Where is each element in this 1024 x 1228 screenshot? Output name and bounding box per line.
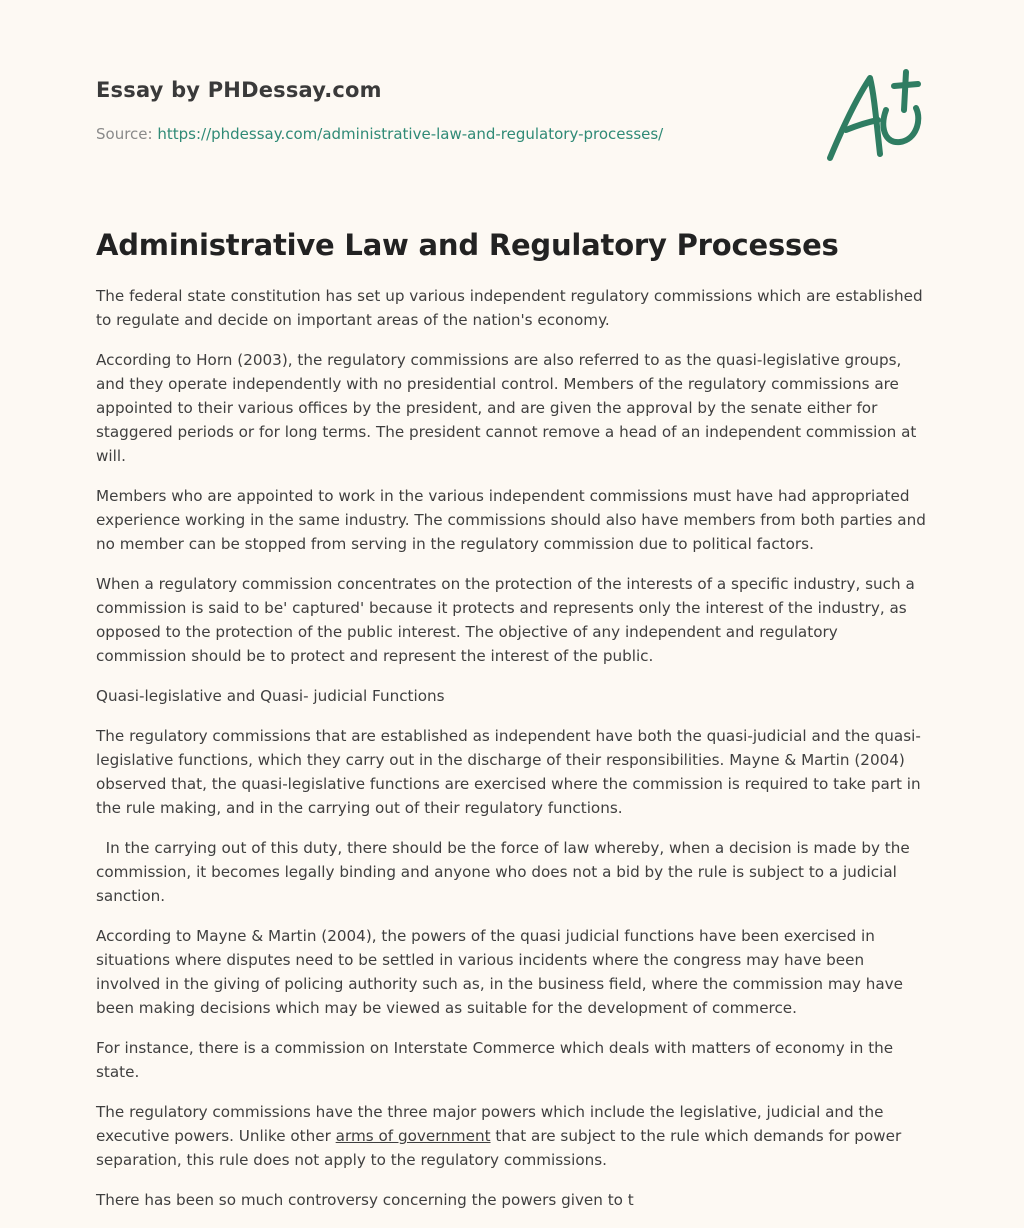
source-link[interactable]: https://phdessay.com/administrative-law-and-regulatory-processes/ [157,125,664,143]
paragraph-4: When a regulatory commission concentrates on the protection of the interests of a specific industry, such a commission is said to be' captured' because it protects and represents only the interest of the industry, as opposed to the protection of the public interest. The objective of any independent and regulatory commission should be to protect and represent the interest of the public. [96,575,915,665]
paragraph-2: According to Horn (2003), the regulatory commissions are also referred to as the quasi-legislative groups, and they operate independently with no presidential control. Members of the regulatory commissions are appointed to their various offices by the president, and are given the approval by the senate either for staggered periods or for long terms. The president cannot remove a head of an independent commission at will. [96,351,917,465]
section-subheading: Quasi-legislative and Quasi- judicial Functions [96,687,445,705]
paragraph-8: For instance, there is a commission on Interstate Commerce which deals with matters of economy in the state. [96,1039,894,1081]
source-label: Source: [96,125,153,143]
essay-body [96,284,932,1228]
essay-title: Administrative Law and Regulatory Processes [96,228,839,262]
paragraph-5: The regulatory commissions that are established as independent have both the quasi-judicial and the quasi-legislative functions, which they carry out in the discharge of their responsibilities. Mayne & Martin (2004) observed that, the quasi-legislative functions are exercised where the commission is required to take part in the rule making, and in the carrying out of their regulatory functions. [96,727,921,817]
paragraph-3: Members who are appointed to work in the various independent commissions must have had appropriated experience working in the same industry. The commissions should also have members from both parties and no member can be stopped from serving in the regulatory commission due to political factors. [96,487,926,553]
a-plus-logo-icon [820,64,930,168]
paragraph-10: There has been so much controversy concerning the powers given to t [96,1191,634,1209]
arms-of-government-link[interactable]: arms of government [335,1127,491,1145]
page-header [96,76,696,144]
paragraph-9 [96,1100,932,1172]
paragraph-7: According to Mayne & Martin (2004), the powers of the quasi judicial functions have been exercised in situations where disputes need to be settled in various incidents where the congress may have been involved in the giving of policing authority such as, in the business field, where the commission may have been making decisions which may be viewed as suitable for the development of commerce. [96,927,904,1017]
paragraph-6: In the carrying out of this duty, there should be the force of law whereby, when a decision is made by the commission, it becomes legally binding and anyone who does not a bid by the rule is subject to a judicial sanction. [96,839,915,905]
paragraph-9-text-end: that are subject to the rule which demands for power separation, this rule does not apply to the regulatory commissions. [96,1127,902,1169]
paragraph-9-text-start: The regulatory commissions have the three major powers which include the legislative, judicial and the executive powers. Unlike other [96,1103,884,1145]
source-line [96,124,696,144]
site-brand: Essay by PHDessay.com [96,78,382,102]
paragraph-1: The federal state constitution has set up various independent regulatory commissions which are established to regulate and decide on important areas of the nation's economy. [96,287,923,329]
